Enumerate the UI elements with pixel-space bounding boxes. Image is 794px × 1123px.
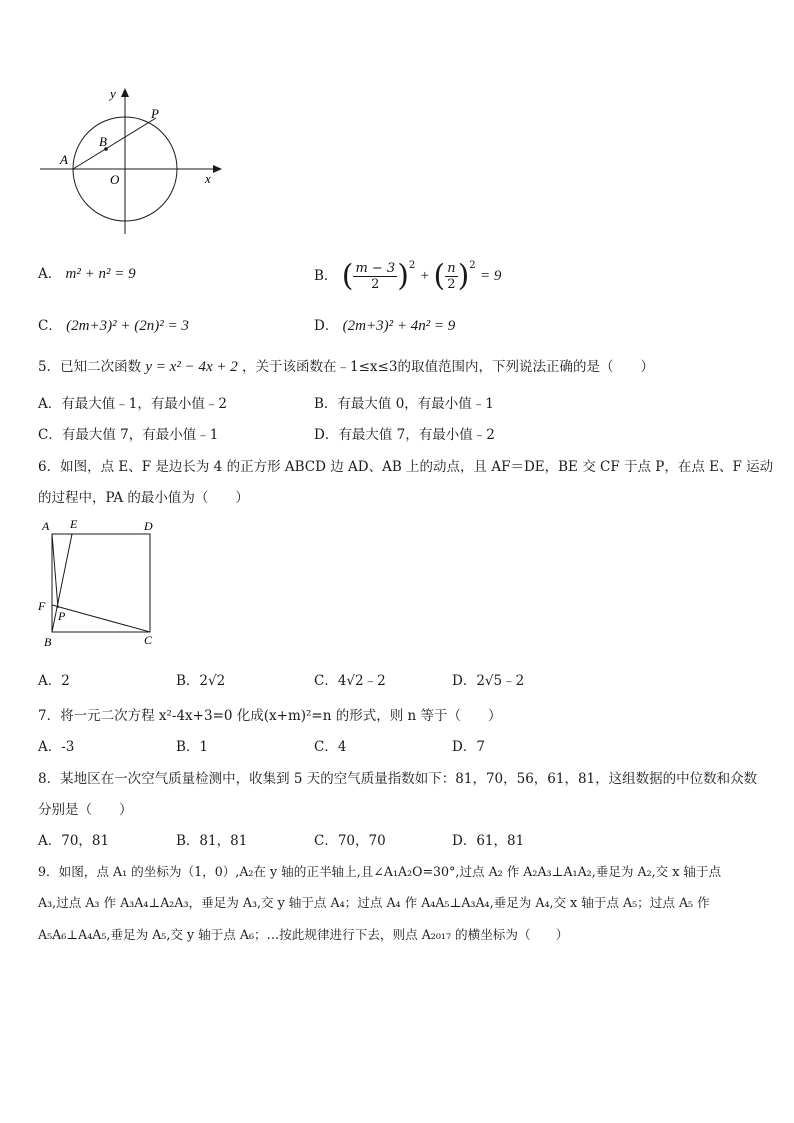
q4-b-label: B． [314,268,338,284]
label-f: F [38,599,46,613]
label-d: D [144,519,153,533]
square-figure [36,516,166,648]
q4-b-frac2: $\frac{n}{2}$ [447,261,456,292]
q8-option-b: B．81，81 [176,833,248,849]
q5-prefix: 5．已知二次函数 [38,359,142,375]
q8-option-a: A．70，81 [38,833,110,849]
q4-d-expr: (2m+3)² + 4n² = 9 [342,318,456,334]
label-e: E [70,517,78,531]
q4-d-label: D． [314,318,339,334]
q6-stem-line1: 6．如图，点 E、F 是边长为 4 的正方形 ABCD 边 AD、AB 上的动点，且 AF＝DE，BE 交 CF 于点 P，在点 E、F 运动 [38,459,774,475]
q8-option-d: D．61，81 [452,833,525,849]
q9-stem-line3: A₅A₆⊥A₄A₅,垂足为 A₅,交 y 轴于点 A₆；…按此规律进行下去，则点 A₂₀₁₇ 的横坐标为（ ） [38,927,569,942]
square-abcd [52,534,150,632]
q4-b-frac1: $\frac{m - 3}{2}$ [355,261,396,292]
label-y: y [110,86,116,101]
q6-stem-line2: 的过程中，PA 的最小值为（ ） [38,490,249,506]
label-x: x [205,171,211,186]
q5-option-d: D．有最大值 7，有最小值﹣2 [314,427,495,443]
q5-option-a: A．有最大值﹣1，有最小值﹣2 [38,396,227,412]
q8-stem-line1: 8．某地区在一次空气质量检测中，收集到 5 天的空气质量指数如下：81，70，56，61，81，这组数据的中位数和众数 [38,771,758,787]
q9-stem-line2: A₃,过点 A₃ 作 A₃A₄⊥A₂A₃，垂足为 A₃,交 y 轴于点 A₄；过点 A₄ 作 A₄A₅⊥A₃A₄,垂足为 A₄,交 x 轴于点 A₅；过点 A₅ 作 [38,895,710,910]
segment-cf [52,605,150,632]
q8-stem-line2: 分别是（ ） [38,802,133,818]
q5-stem [38,358,654,376]
q6-option-a: A．2 [38,673,70,689]
label-b: B [44,635,52,648]
q4-option-d [314,317,455,335]
q6-option-c: C．4√2﹣2 [314,673,386,689]
q8-option-c: C．70，70 [314,833,386,849]
label-p: P [151,106,159,121]
q7-option-c: C．4 [314,739,347,755]
q4-option-c [38,317,189,335]
segment-pa [52,534,58,608]
q6-option-b: B．2√2 [176,673,226,689]
q5-function: y = x² − 4x + 2 [145,359,238,375]
q4-a-expr: m² + n² = 9 [65,266,136,282]
label-o: O [110,172,120,187]
label-b: B [99,134,107,149]
q4-c-label: C． [38,318,62,334]
y-axis-arrow [121,88,129,97]
q4-a-label: A． [38,266,62,282]
label-c: C [144,633,153,647]
q7-stem: 7．将一元二次方程 x²-4x+3=0 化成(x+m)²=n 的形式，则 n 等于（ ） [38,708,502,724]
q4-option-b: B． ( $\frac{m - 3}{2}$ )$^2$ + ( $\frac{n}{2}$ )$^2$ = 9 [314,258,502,294]
q4-option-a [38,265,136,283]
q5-option-b: B．有最大值 0，有最小值﹣1 [314,396,494,412]
label-p: P [58,609,66,623]
label-a: A [42,519,50,533]
label-a: A [60,152,68,167]
q4-c-expr: (2m+3)² + (2n)² = 3 [66,318,189,334]
q7-option-d: D．7 [452,739,485,755]
circle-figure [38,84,238,240]
q5-option-c: C．有最大值 7，有最小值﹣1 [38,427,219,443]
q6-option-d: D．2√5﹣2 [452,673,525,689]
q7-option-b: B．1 [176,739,209,755]
q7-option-a: A．-3 [38,739,75,755]
q9-stem-line1: 9．如图，点 A₁ 的坐标为（1，0）,A₂在 y 轴的正半轴上,且∠A₁A₂O=30°,过点 A₂ 作 A₂A₃⊥A₁A₂,垂足为 A₂,交 x 轴于点 [38,864,722,879]
x-axis-arrow [213,165,222,173]
segment-ap [73,118,156,169]
q5-suffix: ，关于该函数在﹣1≤x≤3的取值范围内，下列说法正确的是（ ） [242,359,654,375]
